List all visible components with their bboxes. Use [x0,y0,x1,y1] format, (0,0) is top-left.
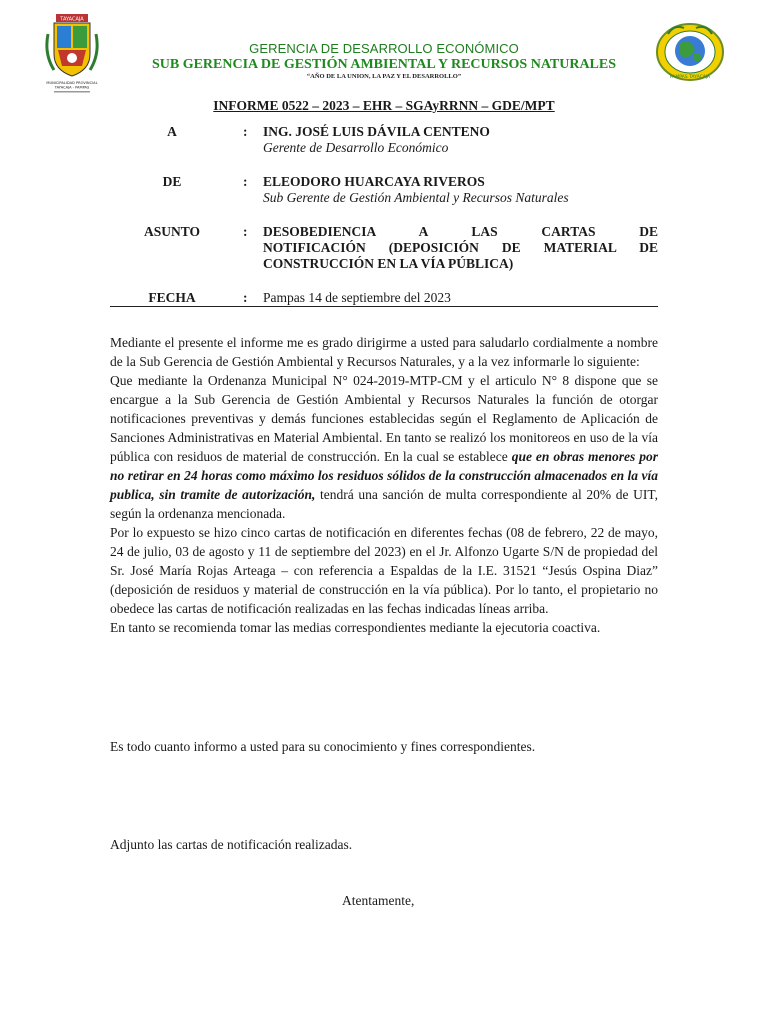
svg-text:TAYACAJA - PAMPAS: TAYACAJA - PAMPAS [54,85,90,90]
from-name: ELEODORO HUARCAYA RIVEROS [263,174,485,189]
report-body [110,333,658,637]
subject-line-3: CONSTRUCCIÓN EN LA VÍA PÚBLICA) [263,256,514,271]
date-value: Pampas 14 de septiembre del 2023 [263,290,451,305]
paragraph-recommendation: En tanto se recomienda tomar las medias correspondientes mediante la ejecutoria coactiva. [110,620,601,635]
paragraph-notifications: Por lo expuesto se hizo cinco cartas de notificación en diferentes fechas (08 de febrero, 22 de mayo, 24 de julio, 03 de agosto y 11 de septiembre del 2023) en el Jr. Alfonzo Ugarte S/N de propiedad del Sr. José María Rojas Arteaga – con referencia a Espaldas de la I.E. 31521 “Jesús Ospina Diaz” (deposición de residuos y material de construcción en la vía pública). Por lo tanto, el propietario no obedece las cartas de notificación realizadas en las fechas indicadas líneas arriba. [110,525,658,616]
subject-line-1: DESOBEDIENCIA A LAS CARTAS DE [263,224,658,239]
logo-banner-text: TAYACAJA [60,16,84,23]
date-label: FECHA [148,290,196,305]
subject-label: ASUNTO [143,224,201,239]
header-management-title: GERENCIA DE DESARROLLO ECONÓMICO [249,41,519,56]
to-block [263,124,658,156]
environmental-seal-logo [654,20,726,82]
from-block [263,174,658,206]
to-role: Gerente de Desarrollo Económico [263,140,449,155]
subject-text [263,224,658,272]
seal-text: PAMPAS TAYACAJA [669,75,711,80]
municipality-shield-logo [44,14,100,96]
to-colon: : [243,124,248,139]
header-divider [110,306,658,307]
to-name: ING. JOSÉ LUIS DÁVILA CENTENO [263,124,490,139]
subject-line-2: NOTIFICACIÓN (DEPOSICIÓN DE MATERIAL DE [263,240,658,255]
to-label: A [167,124,177,139]
subject-colon: : [243,224,248,239]
header-year-motto: “AÑO DE LA UNION, LA PAZ Y EL DESARROLLO” [306,73,462,80]
ordinance-text-a: Que mediante la Ordenanza Municipal N° 024-2019-MTP-CM y el articulo N° 8 dispone que se encargue a la Sub Gerencia de Gestión Ambiental y Recursos Naturales la función de otorgar notificaciones preventivas y demás funciones establecidas según el Reglamento de Aplicación de Sanciones Administrativas en Material Ambiental. En tanto se realizó los monitoreos en uso de la vía pública con residuos de material de construcción. En la cual se establece [110,373,658,464]
ordinance-text-c: tendrá una sanción de multa correspondiente al 20% de UIT, según la ordenanza mencionada. [110,487,658,521]
report-title: INFORME 0522 – 2023 – EHR – SGAyRRNN – GDE/MPT [213,98,555,113]
paragraph-greeting: Mediante el presente el informe me es grado dirigirme a usted para saludarlo cordialmente a nombre de la Sub Gerencia de Gestión Ambiental y Recursos Naturales, y a la vez informarle lo siguiente: [110,335,658,369]
ordinance-emphasis: que en obras menores por no retirar en 24 horas como máximo los residuos sólidos de la construcción almacenados en la vía publica, sin tramite de autorización, [110,449,659,502]
from-label: DE [162,174,182,189]
closing-statement: Es todo cuanto informo a usted para su conocimiento y fines correspondientes. [110,739,536,754]
sign-off: Atentamente, [342,893,415,908]
attachment-note: Adjunto las cartas de notificación realizadas. [110,837,353,852]
from-role: Sub Gerente de Gestión Ambiental y Recursos Naturales [263,190,569,205]
paragraph-ordinance [110,371,658,523]
date-colon: : [243,290,248,305]
header-subdivision-title: SUB GERENCIA DE GESTIÓN AMBIENTAL Y RECURSOS NATURALES [151,57,617,72]
from-colon: : [243,174,248,189]
svg-text:MUNICIPALIDAD PROVINCIAL: MUNICIPALIDAD PROVINCIAL [46,81,98,85]
